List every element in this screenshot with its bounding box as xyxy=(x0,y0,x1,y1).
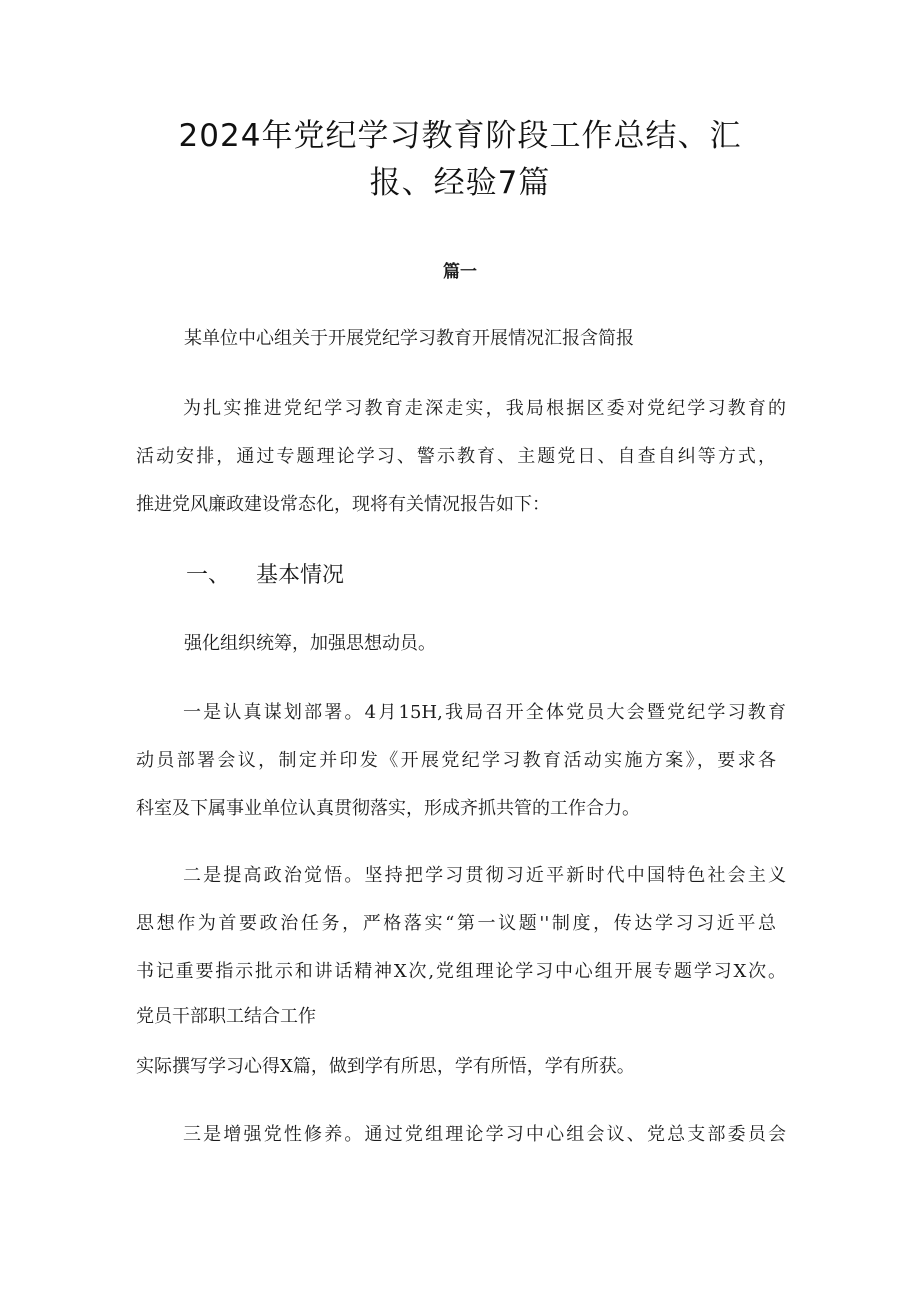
section-label: 篇一 xyxy=(443,262,477,282)
para2-line-3: 书记重要指示批示和讲话精神X次,党组理论学习中心组开展专题学习X次。 xyxy=(136,961,786,982)
section-heading xyxy=(186,561,344,591)
intro-line-1: 为扎实推进党纪学习教育走深走实，我局根据区委对党纪学习教育的 xyxy=(183,398,786,419)
para1-line-1: 一是认真谋划部署。4月15H,我局召开全体党员大会暨党纪学习教育 xyxy=(183,702,786,723)
para2-line-4: 党员干部职工结合工作 xyxy=(136,1006,316,1027)
report-title: 某单位中心组关于开展党纪学习教育开展情况汇报含简报 xyxy=(184,328,634,349)
para3-line-1: 三是增强党性修养。通过党组理论学习中心组会议、党总支部委员会 xyxy=(183,1124,786,1145)
section-heading-number: 一、 xyxy=(186,563,231,588)
para2-line-5: 实际撰写学习心得X篇，做到学有所思，学有所悟，学有所获。 xyxy=(136,1056,635,1077)
intro-line-3: 推进党风廉政建设常态化，现将有关情况报告如下： xyxy=(136,494,550,515)
subheading: 强化组织统筹，加强思想动员。 xyxy=(184,633,436,654)
document-title-line-1: 2024年党纪学习教育阶段工作总结、汇 xyxy=(178,118,742,154)
para1-line-2: 动员部署会议，制定并印发《开展党纪学习教育活动实施方案》，要求各 xyxy=(136,750,776,771)
para2-line-1: 二是提高政治觉悟。坚持把学习贯彻习近平新时代中国特色社会主义 xyxy=(183,865,786,886)
para2-line-2: 思想作为首要政治任务，严格落实“第一议题''制度，传达学习习近平总 xyxy=(136,913,776,934)
section-heading-text: 基本情况 xyxy=(256,563,345,588)
document-title-line-2: 报、经验7篇 xyxy=(369,165,551,201)
para1-line-3: 科室及下属事业单位认真贯彻落实，形成齐抓共管的工作合力。 xyxy=(136,798,640,819)
intro-line-2: 活动安排，通过专题理论学习、警示教育、主题党日、自查自纠等方式， xyxy=(136,446,776,467)
